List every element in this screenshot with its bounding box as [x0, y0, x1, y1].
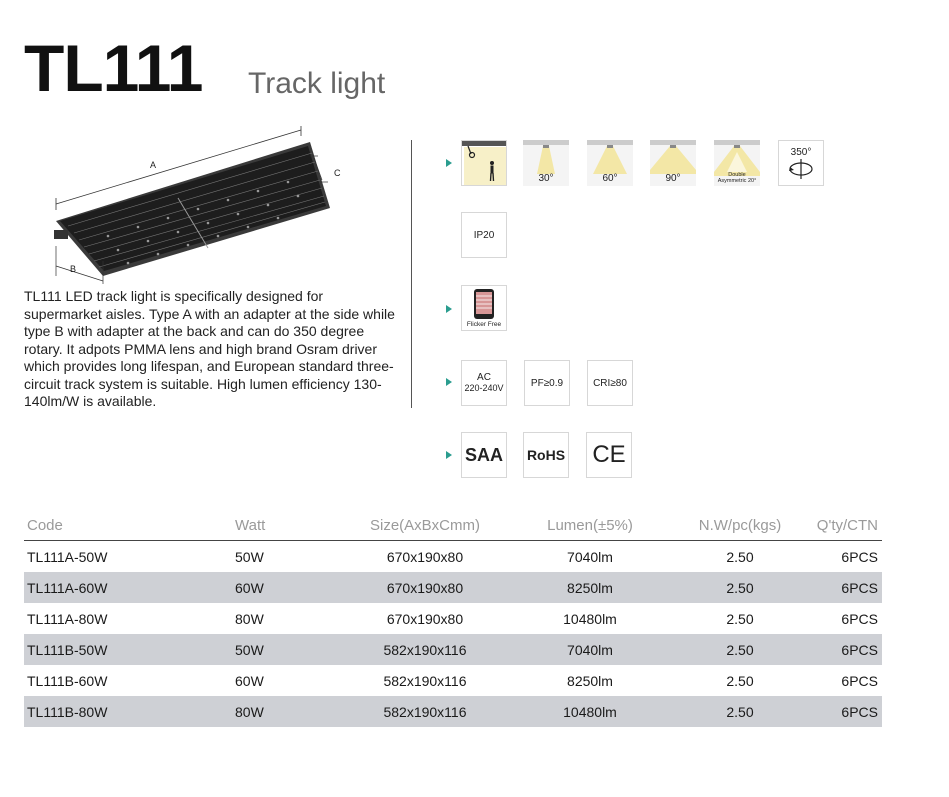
cell-size: 582x190x116 — [383, 672, 467, 689]
dimension-c-label: C — [334, 168, 341, 178]
cell-weight: 2.50 — [726, 610, 754, 627]
header-watt: Watt — [177, 510, 335, 541]
cell-lumen: 7040lm — [515, 634, 665, 665]
header-size: Size(AxBxCmm) — [335, 510, 515, 541]
phone-icon — [473, 288, 495, 320]
cell-watt: 80W — [235, 610, 264, 627]
beam-30-icon — [523, 140, 569, 186]
table-row — [24, 541, 882, 573]
dimension-a-label: A — [150, 160, 157, 170]
cell-lumen: 10480lm — [563, 610, 617, 627]
divider-line — [411, 140, 412, 408]
header-weight: N.W/pc(kgs) — [665, 510, 815, 541]
beam-double-asymmetric-icon — [714, 140, 760, 186]
bullet-icon — [446, 451, 452, 459]
cell-lumen: 8250lm — [567, 672, 613, 689]
track-person-icon — [461, 140, 507, 186]
ip20-icon — [461, 212, 507, 258]
header-code: Code — [24, 510, 177, 541]
cell-weight: 2.50 — [726, 672, 754, 689]
cell-watt: 50W — [177, 634, 335, 665]
table-row — [24, 665, 882, 696]
beam-30-label: 30° — [538, 173, 554, 184]
cell-qty: 6PCS — [815, 634, 882, 665]
cell-size: 670x190x80 — [386, 610, 464, 627]
power-factor-label: PF≥0.9 — [530, 377, 564, 389]
cell-size: 670x190x80 — [386, 548, 464, 565]
cell-code: TL111A-60W — [24, 572, 177, 603]
cell-code: TL111A-80W — [27, 610, 108, 627]
table-row — [24, 696, 882, 727]
cell-qty: 6PCS — [841, 548, 878, 565]
cell-size: 670x190x80 — [335, 572, 515, 603]
cri-label: CRI≥80 — [593, 377, 627, 389]
bullet-icon — [446, 159, 452, 167]
beam-double-asymmetric-label: Double Asymmetric 20° — [717, 172, 757, 184]
rohs-cert-icon — [523, 432, 569, 478]
product-subtitle: Track light — [248, 67, 386, 100]
ce-cert-icon — [586, 432, 632, 478]
rotate-icon — [788, 158, 814, 180]
ip20-label: IP20 — [473, 229, 495, 241]
cell-qty: 6PCS — [841, 672, 878, 689]
header-lumen: Lumen(±5%) — [515, 510, 665, 541]
cell-weight: 2.50 — [726, 548, 754, 565]
bullet-icon — [446, 378, 452, 386]
flicker-free-label: Flicker Free — [466, 321, 502, 328]
bullet-icon — [446, 305, 452, 313]
cell-weight: 2.50 — [665, 572, 815, 603]
ac-label: AC — [477, 372, 491, 383]
ce-label: CE — [592, 441, 626, 468]
beam-90-icon — [650, 140, 696, 186]
cell-watt: 50W — [235, 548, 264, 565]
cell-code: TL111B-60W — [27, 672, 108, 689]
cell-watt: 80W — [177, 696, 335, 727]
cell-qty: 6PCS — [815, 572, 882, 603]
flicker-free-icon — [461, 285, 507, 331]
power-factor-icon — [524, 360, 570, 406]
product-description: TL111 LED track light is specifically designed for supermarket aisles. Type A with an adapter at the side while type B with adapter at the back and can do 350 degree rotary. It adpots PMMA lens and high brand Osram driver which provides long lifespan, and European standard three-circuit track system is suitable. High lumen efficiency 130-140lm/W is available. — [24, 288, 395, 409]
dimension-b-label: B — [70, 264, 77, 274]
table-row — [24, 634, 882, 665]
table-header-row — [24, 510, 882, 541]
beam-90-label: 90° — [665, 173, 681, 184]
beam-60-label: 60° — [602, 173, 618, 184]
table-row — [24, 603, 882, 634]
product-drawing — [48, 126, 348, 286]
table-row — [24, 572, 882, 603]
cell-watt: 60W — [235, 672, 264, 689]
cell-weight: 2.50 — [665, 696, 815, 727]
cell-lumen: 7040lm — [567, 548, 613, 565]
cell-code: TL111B-50W — [24, 634, 177, 665]
cell-size: 582x190x116 — [335, 634, 515, 665]
product-code-title: TL111 — [24, 31, 203, 105]
saa-label: SAA — [464, 444, 503, 465]
cell-watt: 60W — [177, 572, 335, 603]
cell-code: TL111A-50W — [27, 548, 108, 565]
cell-weight: 2.50 — [665, 634, 815, 665]
cell-code: TL111B-80W — [24, 696, 177, 727]
cell-lumen: 10480lm — [515, 696, 665, 727]
rotation-350-icon — [778, 140, 824, 186]
cell-qty: 6PCS — [841, 610, 878, 627]
cri-icon — [587, 360, 633, 406]
voltage-icon — [461, 360, 507, 406]
beam-60-icon — [587, 140, 633, 186]
header-qty: Q'ty/CTN — [815, 510, 882, 541]
cell-qty: 6PCS — [815, 696, 882, 727]
voltage-label: 220-240V — [464, 383, 504, 393]
saa-cert-icon — [461, 432, 507, 478]
cell-size: 582x190x116 — [335, 696, 515, 727]
cell-lumen: 8250lm — [515, 572, 665, 603]
spec-table — [24, 510, 882, 727]
rotation-label: 350° — [790, 146, 812, 158]
rohs-label: RoHS — [526, 447, 566, 463]
